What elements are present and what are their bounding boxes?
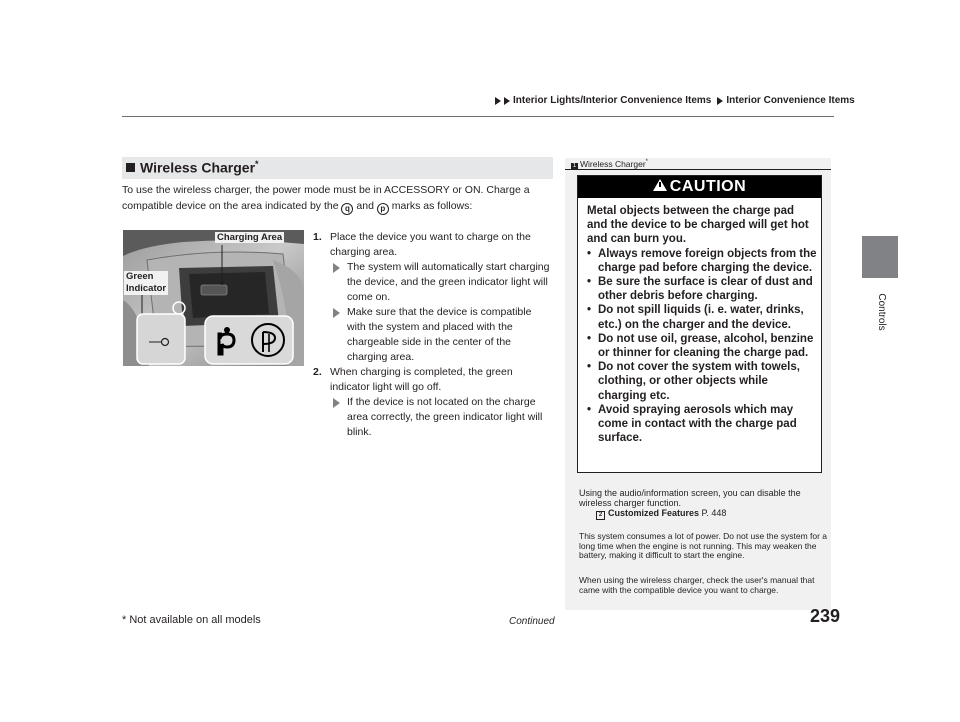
step-item bbox=[313, 230, 553, 260]
caution-heading bbox=[578, 176, 821, 198]
step-sub-list bbox=[313, 260, 553, 365]
step-number: 1. bbox=[313, 231, 322, 243]
step-sub-item bbox=[330, 305, 553, 365]
continued-label: Continued bbox=[509, 616, 555, 627]
figure-label-green-indicator bbox=[124, 271, 168, 295]
caution-item: • Always remove foreign objects from the charge pad before charging the device. bbox=[587, 247, 817, 275]
intro-paragraph bbox=[122, 182, 552, 215]
caution-item: • Avoid spraying aerosols which may come in contact with the charge pad surface. bbox=[587, 403, 817, 446]
section-title bbox=[126, 159, 259, 176]
note-rule bbox=[565, 169, 831, 170]
warning-triangle-icon bbox=[653, 179, 667, 191]
figure-label-charging-area: Charging Area bbox=[217, 232, 283, 243]
caution-item: • Do not cover the system with towels, clothing, or other objects while charging etc. bbox=[587, 360, 817, 403]
qi-logo-icon: q bbox=[341, 203, 353, 215]
step-number: 2. bbox=[313, 366, 322, 378]
arrow-right-icon bbox=[333, 398, 340, 408]
arrow-right-icon bbox=[333, 308, 340, 318]
step-sub-item bbox=[330, 395, 553, 440]
asterisk: * bbox=[255, 159, 259, 169]
breadcrumb-arrow-icon bbox=[504, 97, 510, 105]
arrow-right-icon bbox=[333, 263, 340, 273]
reference-title: Customized Features bbox=[608, 508, 700, 518]
breadcrumb-arrow-icon bbox=[717, 97, 723, 105]
intro-text: marks as follows: bbox=[391, 200, 473, 212]
header-rule bbox=[122, 116, 834, 117]
step-item bbox=[313, 365, 553, 395]
step-sub-text: The system will automatically start charging the device, and the green indicator light will come on. bbox=[347, 261, 550, 303]
section-square-icon bbox=[126, 163, 135, 172]
charging-area-photo bbox=[123, 230, 304, 366]
note-number-icon: 1 bbox=[572, 163, 577, 169]
page-number: 239 bbox=[810, 606, 841, 626]
chapter-label: Controls bbox=[876, 293, 887, 331]
note-text: Using the audio/information screen, you can disable the wireless charger function. bbox=[579, 488, 801, 508]
note-title: Wireless Charger bbox=[580, 159, 646, 169]
caution-item: • Do not spill liquids (i. e. water, drinks, etc.) on the charger and the device. bbox=[587, 303, 817, 331]
caution-item: • Be sure the surface is clear of dust and other debris before charging. bbox=[587, 275, 817, 303]
note-paragraph bbox=[579, 488, 829, 520]
asterisk: * bbox=[645, 159, 648, 166]
section-title-text: Wireless Charger bbox=[140, 159, 256, 176]
figure-label-line: Green bbox=[126, 271, 154, 282]
intro-text: and bbox=[356, 200, 374, 212]
step-sub-item bbox=[330, 260, 553, 305]
wireless-charge-mark-icon: p bbox=[377, 203, 389, 215]
note-paragraph: This system consumes a lot of power. Do not use the system for a long time when the engine is not running. This may weaken the battery, making it difficult to start the engine. bbox=[579, 531, 828, 560]
caution-heading-text: CAUTION bbox=[669, 178, 747, 195]
cross-reference-link[interactable] bbox=[579, 508, 829, 520]
breadcrumb-item: Interior Lights/Interior Convenience Items bbox=[513, 95, 712, 106]
step-text: When charging is completed, the green indicator light will go off. bbox=[330, 366, 513, 393]
step-list bbox=[313, 230, 553, 440]
breadcrumb-arrow-icon bbox=[495, 97, 501, 105]
reference-page: P. 448 bbox=[701, 508, 727, 518]
caution-text bbox=[587, 204, 817, 445]
breadcrumb bbox=[495, 95, 855, 106]
step-sub-text: If the device is not located on the charge area correctly, the green indicator light will blink. bbox=[347, 396, 543, 438]
figure-label-line: Indicator bbox=[126, 283, 167, 294]
footnote: * Not available on all models bbox=[122, 614, 261, 626]
step-text: Place the device you want to charge on the charging area. bbox=[330, 231, 531, 258]
step-sub-list bbox=[313, 395, 553, 440]
breadcrumb-item: Interior Convenience Items bbox=[726, 95, 855, 106]
reference-icon: 2 bbox=[596, 511, 605, 520]
caution-item: • Do not use oil, grease, alcohol, benzine or thinner for cleaning the charge pad. bbox=[587, 332, 817, 360]
step-sub-text: Make sure that the device is compatible with the system and placed with the chargeable side in the center of the charging area. bbox=[347, 306, 532, 363]
caution-list bbox=[587, 247, 817, 446]
intro-text: To use the wireless charger, the power mode must be in ACCESSORY or ON. Charge a compatible device on the area indicated by the bbox=[122, 184, 530, 212]
note-paragraph: When using the wireless charger, check the user's manual that came with the compatible device you want to charge. bbox=[579, 575, 815, 595]
caution-intro: Metal objects between the charge pad and the device to be charged will get hot and can burn you. bbox=[587, 205, 809, 246]
